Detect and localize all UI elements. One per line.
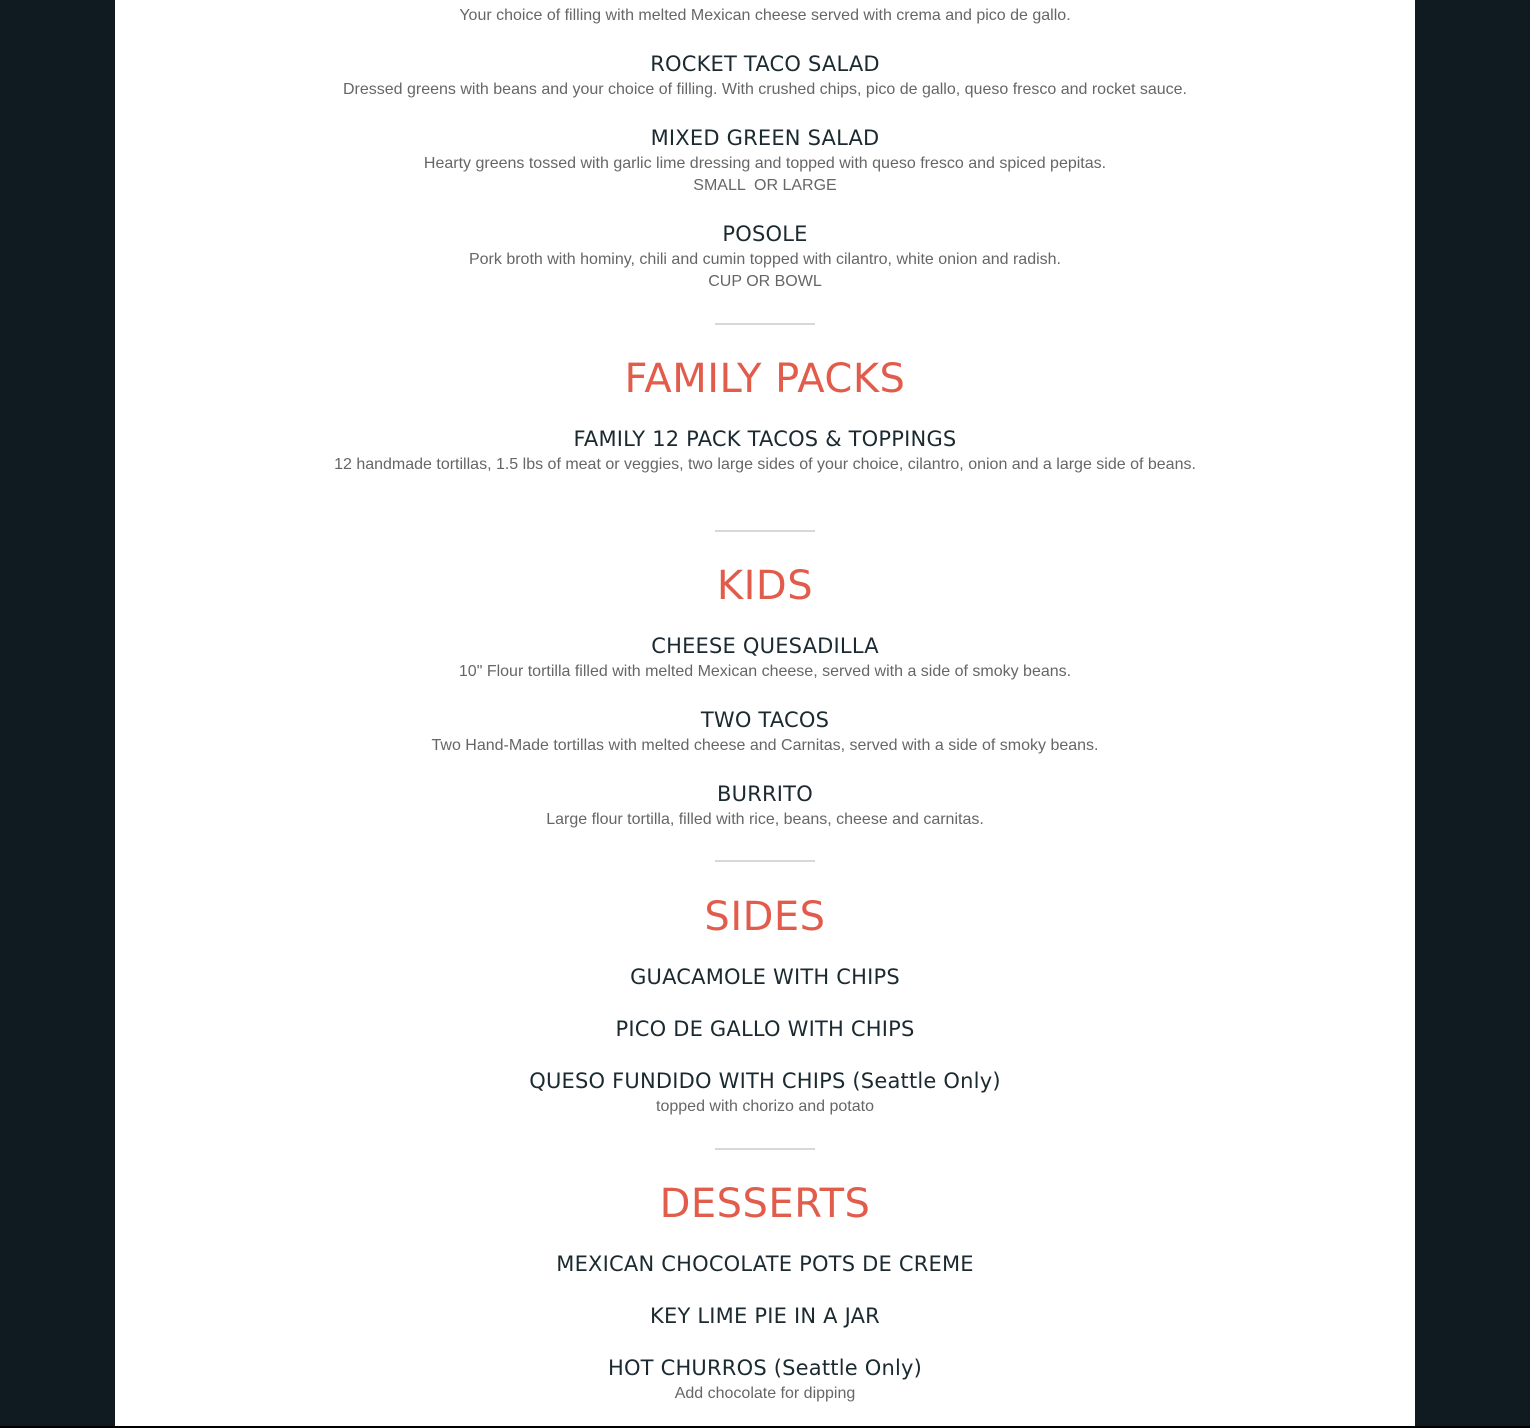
menu-item-size-options: SMALL OR LARGE <box>693 177 837 194</box>
menu-item-title-family-12-pack: FAMILY 12 PACK TACOS & TOPPINGS <box>573 427 957 451</box>
menu-item-title-chocolate-pots-de-creme: MEXICAN CHOCOLATE POTS DE CREME <box>556 1252 974 1276</box>
menu-item-description: Hearty greens tossed with garlic lime dressing and topped with queso fresco and spiced pepitas. <box>423 155 1107 172</box>
menu-item-description: 12 handmade tortillas, 1.5 lbs of meat or veggies, two large sides of your choice, cilantro, onion and a large side of beans. <box>334 456 1196 473</box>
menu-item-description: topped with chorizo and potato <box>656 1098 874 1115</box>
menu-item-description: Two Hand-Made tortillas with melted cheese and Carnitas, served with a side of smoky beans. <box>431 737 1099 754</box>
menu-item-title-two-tacos: TWO TACOS <box>700 708 830 732</box>
menu-item-description: Add chocolate for dipping <box>674 1385 856 1402</box>
section-title-desserts: DESSERTS <box>659 1181 871 1227</box>
menu-item-description: 10" Flour tortilla filled with melted Mexican cheese, served with a side of smoky beans. <box>458 663 1072 680</box>
menu-item-description: Dressed greens with beans and your choice of filling. With crushed chips, pico de gallo, queso fresco and rocket sauce. <box>342 81 1187 98</box>
menu-item-title-burrito: BURRITO <box>717 782 813 806</box>
menu-item-title-rocket-taco-salad: ROCKET TACO SALAD <box>650 52 880 76</box>
section-divider <box>715 530 815 532</box>
partial-item-description: Your choice of filling with melted Mexican cheese served with crema and pico de gallo. <box>459 7 1071 24</box>
section-title-sides: SIDES <box>704 894 826 940</box>
menu-item-title-mixed-green-salad: MIXED GREEN SALAD <box>650 126 880 150</box>
section-divider <box>715 323 815 325</box>
menu-item-description: Pork broth with hominy, chili and cumin topped with cilantro, white onion and radish. <box>468 251 1061 268</box>
section-divider <box>715 860 815 862</box>
section-title-family-packs: FAMILY PACKS <box>624 356 906 402</box>
menu-item-title-guacamole-with-chips: GUACAMOLE WITH CHIPS <box>630 965 900 989</box>
section-divider <box>715 1148 815 1150</box>
menu-item-title-posole: POSOLE <box>722 222 808 246</box>
menu-item-title-queso-fundido: QUESO FUNDIDO WITH CHIPS (Seattle Only) <box>529 1069 1001 1093</box>
section-title-kids: KIDS <box>716 563 814 609</box>
menu-panel <box>115 0 1415 1426</box>
menu-item-description: Large flour tortilla, filled with rice, beans, cheese and carnitas. <box>546 811 984 828</box>
menu-item-title-key-lime-pie: KEY LIME PIE IN A JAR <box>650 1304 880 1328</box>
menu-item-size-options: CUP OR BOWL <box>708 273 822 290</box>
menu-item-title-hot-churros: HOT CHURROS (Seattle Only) <box>607 1356 923 1380</box>
menu-item-title-pico-de-gallo-with-chips: PICO DE GALLO WITH CHIPS <box>615 1017 915 1041</box>
menu-item-title-cheese-quesadilla: CHEESE QUESADILLA <box>651 634 879 658</box>
